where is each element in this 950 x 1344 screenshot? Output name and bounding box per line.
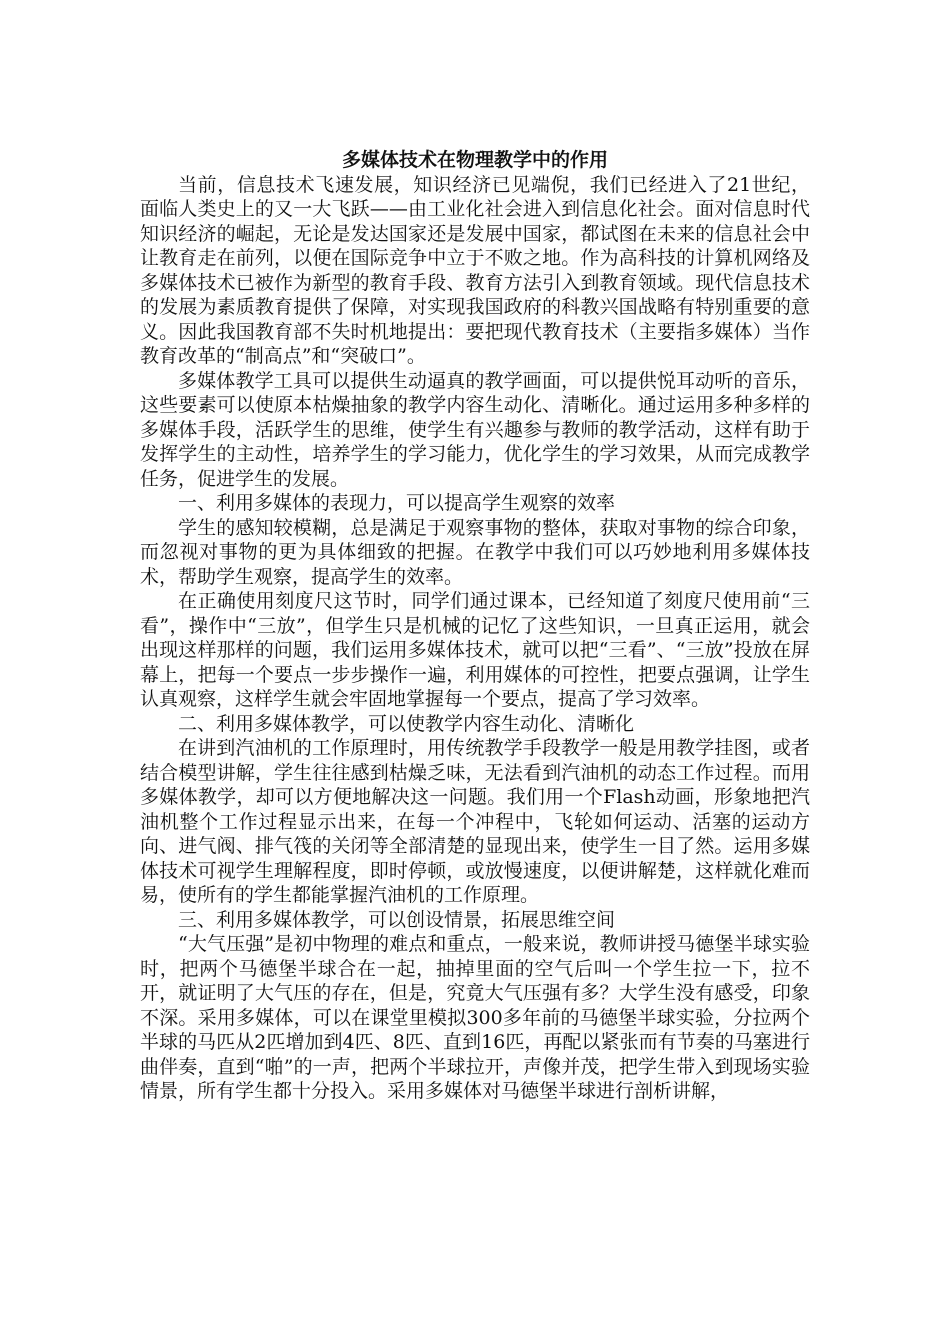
section-heading-1: 一、利用多媒体的表现力，可以提高学生观察的效率 bbox=[178, 492, 616, 514]
section-heading-3: 三、利用多媒体教学，可以创设情景，拓展思维空间 bbox=[178, 908, 616, 931]
document-title: 多媒体技术在物理教学中的作用 bbox=[341, 149, 608, 171]
multimedia-benefits-paragraph: 多媒体教学工具可以提供生动逼真的教学画面，可以提供悦耳动听的音乐，这些要素可以使原本枯燥抽象的教学内容生动化、清晰化。通过运用多种多样的多媒体手段，活跃学生的思维，使学生有兴趣参与教师的教学活动，这样有助于发挥学生的主动性，培养学生的学习能力，优化学生的学习效果，从而完成教学任务，促进学生的发展。 bbox=[140, 369, 810, 490]
section-heading-2: 二、利用多媒体教学，可以使教学内容生动化、清晰化 bbox=[178, 712, 635, 735]
document-body bbox=[140, 148, 810, 1104]
section-2-paragraph-1: 在讲到汽油机的工作原理时，用传统教学手段教学一般是用教学挂图，或者结合模型讲解，学生往往感到枯燥乏味，无法看到汽油机的动态工作过程。而用多媒体教学，却可以方便地解决这一问题。我们用一个Flash动画，形象地把汽油机整个工作过程显示出来，在每一个冲程中，飞轮如何运动、活塞的运动方向、进气阀、排气筏的关闭等全部清楚的显现出来，使学生一目了然。运用多媒体技术可视学生理解程度，即时停顿，或放慢速度，以便讲解楚，这样就化难而易，使所有的学生都能掌握汽油机的工作原理。 bbox=[140, 737, 810, 906]
intro-paragraph: 当前，信息技术飞速发展，知识经济已见端倪，我们已经进入了21世纪，面临人类史上的又一大飞跃——由工业化社会进入到信息化社会。面对信息时代知识经济的崛起，无论是发达国家还是发展中国家，都试图在未来的信息社会中让教育走在前列，以便在国际竞争中立于不败之地。作为高科技的计算机网络及多媒体技术已被作为新型的教育手段、教育方法引入到教育领域。现代信息技术的发展为素质教育提供了保障，对实现我国政府的科教兴国战略有特别重要的意义。因此我国教育部不失时机地提出：要把现代教育技术（主要指多媒体）当作教育改革的“制高点”和“突破口”。 bbox=[140, 173, 810, 367]
section-1-paragraph-2: 在正确使用刻度尺这节时，同学们通过课本，已经知道了刻度尺使用前“三看”，操作中“三放”，但学生只是机械的记忆了这些知识，一旦真正运用，就会出现这样那样的问题，我们运用多媒体技术，就可以把“三看”、“三放”投放在屏幕上，把每一个要点一步步操作一遍，利用媒体的可控性，把要点强调，让学生认真观察，这样学生就会牢固地掌握每一个要点，提高了学习效率。 bbox=[140, 590, 810, 710]
section-3-paragraph-1: “大气压强”是初中物理的难点和重点，一般来说，教师讲授马德堡半球实验时，把两个马德堡半球合在一起，抽掉里面的空气后叫一个学生拉一下，拉不开，就证明了大气压的存在，但是，究竟大气压强有多？大学生没有感受，印象不深。采用多媒体，可以在课堂里模拟300多年前的马德堡半球实验，分拉两个半球的马匹从2匹增加到4匹、8匹、直到16匹，再配以紧张而有节奏的马塞进行曲伴奏，直到“啪”的一声，把两个半球拉开，声像并茂，把学生带入到现场实验情景，所有学生都十分投入。采用多媒体对马德堡半球进行剖析讲解， bbox=[140, 933, 810, 1102]
section-1-paragraph-1: 学生的感知较模糊，总是满足于观察事物的整体，获取对事物的综合印象，而忽视对事物的更为具体细致的把握。在教学中我们可以巧妙地利用多媒体技术，帮助学生观察，提高学生的效率。 bbox=[140, 516, 810, 588]
